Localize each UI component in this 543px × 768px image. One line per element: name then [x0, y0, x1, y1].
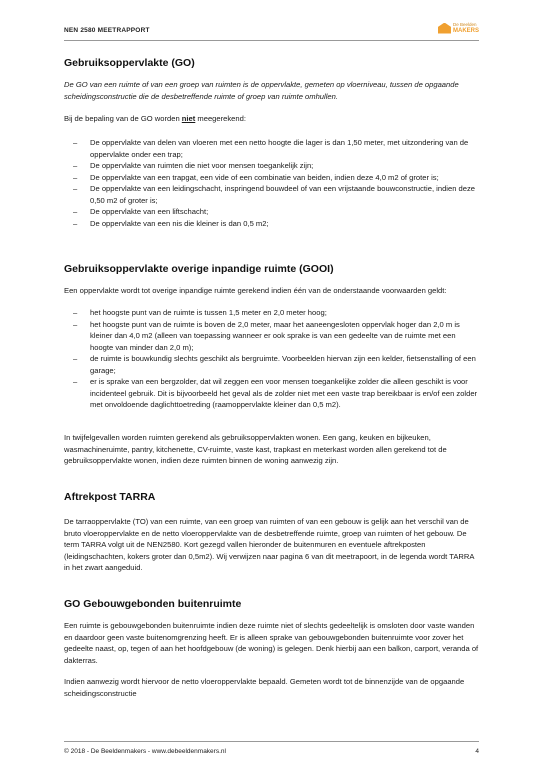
- page-number: 4: [475, 748, 479, 755]
- heading-gooi: Gebruiksoppervlakte overige inpandige ruimte (GOOI): [64, 263, 334, 275]
- list-item: – er is sprake van een bergzolder, dat wil zeggen een voor mensen toegankelijke zolder die alleen geschikt is voor incidenteel gebruik. Dit is bijvoorbeeld het geval als de zolder niet met een vaste trap bereikbaar is en/of een zolder met onvoldoende daglichttoetreding (raamoppervlakte kleiner dan 0,5 m2).: [64, 376, 479, 411]
- brand-logo: [438, 20, 479, 36]
- gbr-body-1: Een ruimte is gebouwgebonden buitenruimte indien deze ruimte niet of slechts gedeeltelijk is omsloten door vaste wanden en daardoor geen vaste buitenomgrenzing heeft. Er is alleen sprake van gebouwgebonden buitenruimte voor zover het gedeelte naast, op, tegen of aan het hoofdgebouw (de woning) is gelegen. Denk hierbij aan een balkon, carport, veranda of dakterras.: [64, 621, 479, 665]
- list-item: – De oppervlakte van een trapgat, een vide of een combinatie van beiden, indien deze 4,0 m2 of groter is;: [64, 172, 479, 184]
- go-definition: De GO van een ruimte of van een groep van ruimten is de oppervlakte, gemeten op vloerniveau, tussen de opgaande scheidingsconstructie die de desbetreffende ruimte of groep van ruimte omhullen.: [64, 80, 459, 101]
- list-item: – De oppervlakte van delen van vloeren met een netto hoogte die lager is dan 1,50 meter, met uitzondering van de oppervlakte onder een trap;: [64, 137, 479, 160]
- go-exclusion-list: [64, 137, 479, 229]
- report-title: NEN 2580 MEETRAPPORT: [64, 27, 150, 34]
- gooi-condition-list: [64, 307, 479, 411]
- gooi-intro: Een oppervlakte wordt tot overige inpandige ruimte gerekend indien één van de onderstaande voorwaarden geldt:: [64, 286, 447, 295]
- footer-copyright: © 2018 - De Beeldenmakers - www.debeeldenmakers.nl: [64, 748, 226, 755]
- heading-gbr: GO Gebouwgebonden buitenruimte: [64, 598, 242, 610]
- page-footer: [64, 741, 479, 756]
- list-item: – het hoogste punt van de ruimte is tussen 1,5 meter en 2,0 meter hoog;: [64, 307, 479, 319]
- go-intro: Bij de bepaling van de GO worden niet meegerekend:: [64, 114, 246, 123]
- logo-text-top: De Beelden: [452, 22, 477, 27]
- list-item: – het hoogste punt van de ruimte is boven de 2,0 meter, maar het aaneengesloten oppervlak hoger dan 2,0 m is kleiner dan 4,0 m2 (alleen van toepassing wanneer er ook sprake is van een gedeelte van de ruimte met een hoogte van minder dan 2,0 m);: [64, 319, 479, 354]
- heading-go: Gebruiksoppervlakte (GO): [64, 57, 195, 69]
- list-item: – De oppervlakte van ruimten die niet voor mensen toegankelijk zijn;: [64, 160, 479, 172]
- page-header: [64, 18, 479, 41]
- list-item: – De oppervlakte van een nis die kleiner is dan 0,5 m2;: [64, 218, 479, 230]
- heading-tarra: Aftrekpost TARRA: [64, 491, 156, 503]
- list-item: – De oppervlakte van een leidingschacht, inspringend bouwdeel of van een vrijstaande bouwconstructie, indien deze 0,50 m2 of groter is;: [64, 183, 479, 206]
- logo-text-bottom: MAKERS: [452, 28, 479, 34]
- house-icon: [438, 23, 451, 34]
- gooi-closing: In twijfelgevallen worden ruimten gerekend als gebruiksoppervlakten wonen. Een gang, keuken en bijkeuken, wasmachineruimte, pantry, kitchenette, CV-ruimte, vaste kast, trapkast en meterkast worden allen gerekend tot de gebruiksoppervlakte wonen, indien deze ruimten binnen de woning aanwezig zijn.: [64, 433, 447, 465]
- list-item: – de ruimte is bouwkundig slechts geschikt als bergruimte. Voorbeelden hiervan zijn een kelder, fietsenstalling of een garage;: [64, 353, 479, 376]
- tarra-body: De tarraoppervlakte (TO) van een ruimte, van een groep van ruimten of van een gebouw is gelijk aan het verschil van de bruto vloeroppervlakte en de netto vloeroppervlakte van de desbetreffende ruimte, groep van ruimten of het gebouw. De term TARRA volgt uit de NEN2580. Kort gezegd vallen hieronder de buitenmuren en eventuele aftrekposten (leidingschachten, kokers groter dan 0,5m2). Wij verwijzen naar pagina 6 van dit meetrapoort, in de legenda wordt TARRA in het zwart aangeduid.: [64, 517, 474, 572]
- gbr-body-2: Indien aanwezig wordt hiervoor de netto vloeroppervlakte bepaald. Gemeten wordt tot de binnenzijde van de opgaande scheidingsconstructie: [64, 677, 465, 698]
- list-item: – De oppervlakte van een liftschacht;: [64, 206, 479, 218]
